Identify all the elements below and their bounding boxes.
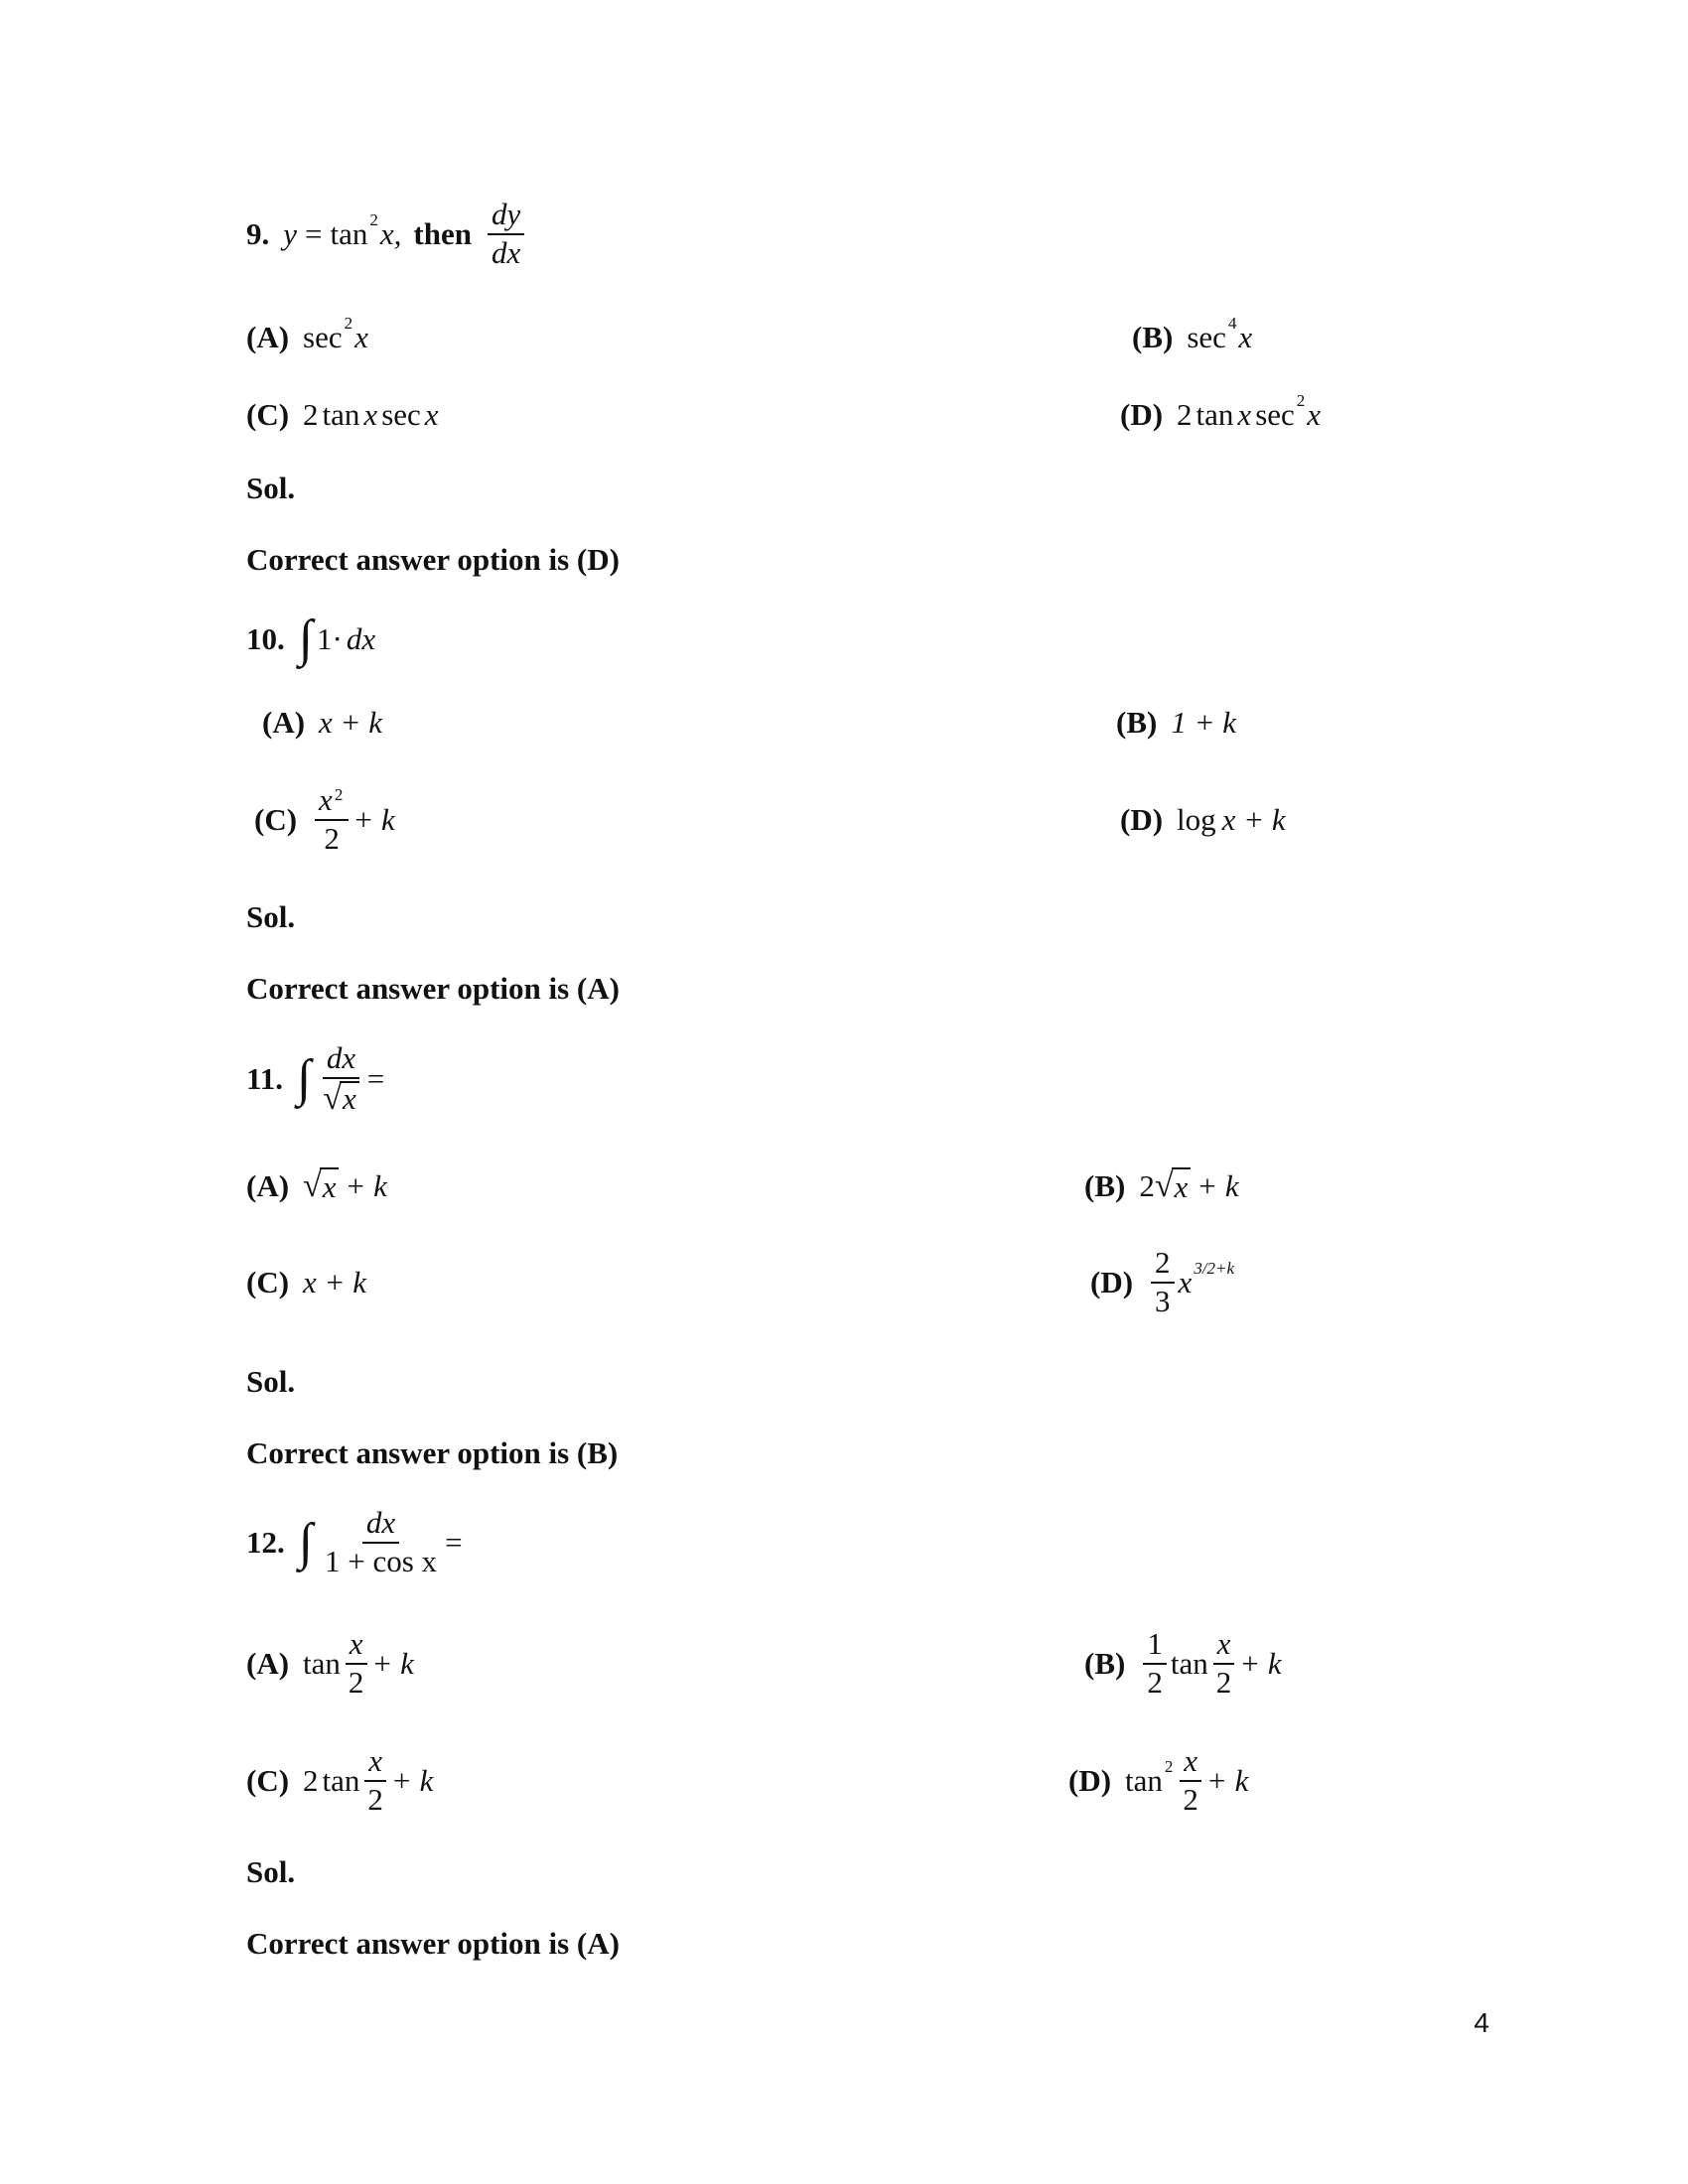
fraction-denominator: 2 <box>367 1781 383 1817</box>
fraction-denominator: 2 <box>1215 1664 1232 1700</box>
math-tail: + k <box>345 1168 387 1203</box>
fraction-denominator: 2 <box>324 820 340 856</box>
option-12b <box>1084 1628 1282 1699</box>
option-11a <box>246 1167 387 1205</box>
option-10b <box>1116 705 1236 741</box>
math-var: x <box>1178 1264 1193 1299</box>
math-exponent: 4 <box>1227 314 1237 333</box>
question-number: 9. <box>246 215 270 251</box>
option-label: (A) <box>262 705 306 740</box>
option-9b <box>1132 314 1253 355</box>
radical-sign: √ <box>303 1167 322 1204</box>
math-expr: x + k <box>303 1265 366 1299</box>
option-label: (A) <box>246 1645 290 1681</box>
math-exponent: 2 <box>334 785 344 804</box>
math-exponent: 2 <box>1296 391 1306 410</box>
math-exponent: 2 <box>344 314 353 333</box>
math-coef: 2 <box>303 397 319 432</box>
option-label: (D) <box>1120 397 1164 432</box>
fraction <box>315 784 349 855</box>
option-10a <box>262 705 382 741</box>
integral-sign: ∫ <box>298 1513 313 1570</box>
math-var: x <box>424 397 439 432</box>
option-9a <box>246 314 368 355</box>
fraction-numerator: x <box>364 1745 386 1782</box>
square-root <box>303 1167 339 1205</box>
option-label: (A) <box>246 320 290 354</box>
math-coef: 2 <box>1139 1168 1155 1203</box>
option-11b <box>1084 1167 1239 1205</box>
math-tail: + k <box>1205 1762 1249 1798</box>
fraction-numerator: dx <box>362 1507 399 1544</box>
option-10d <box>1120 802 1286 838</box>
fraction-denominator <box>319 1079 362 1117</box>
math-tail: + k <box>1239 1645 1282 1681</box>
fraction-numerator: x <box>346 1628 367 1665</box>
math-var: x <box>1237 397 1252 432</box>
option-10c <box>254 784 395 855</box>
option-12c <box>246 1745 433 1816</box>
math-fn: tan <box>1170 1645 1208 1681</box>
math-tail: + k <box>1196 1168 1239 1203</box>
question-12-stem <box>246 1507 463 1577</box>
solution-label: Sol. <box>246 899 296 934</box>
correct-answer: Correct answer option is (A) <box>246 971 620 1006</box>
math-body: 1· <box>317 621 343 656</box>
fraction <box>363 1745 387 1816</box>
question-10-stem <box>246 611 376 667</box>
math-equals: = <box>445 1524 463 1560</box>
page-number: 4 <box>1474 2007 1489 2038</box>
correct-answer: Correct answer option is (B) <box>246 1435 619 1470</box>
math-fn: tan <box>303 1645 341 1681</box>
square-root <box>323 1081 358 1117</box>
question-number: 11. <box>246 1061 284 1097</box>
option-label: (C) <box>246 1265 290 1299</box>
math-var: x <box>1238 320 1253 354</box>
math-var: x, <box>379 215 402 251</box>
then-word: then <box>413 215 472 251</box>
fraction-denominator: 3 <box>1155 1283 1171 1318</box>
math-tail: + k <box>371 1645 414 1681</box>
option-label: (D) <box>1120 802 1164 837</box>
option-label: (A) <box>246 1168 290 1203</box>
math-coef: 2 <box>303 1762 319 1798</box>
fraction-numerator <box>315 784 349 821</box>
option-11d <box>1090 1247 1236 1317</box>
correct-answer: Correct answer option is (D) <box>246 542 620 577</box>
coefficient-fraction <box>1143 1628 1167 1699</box>
fraction-numerator: dx <box>323 1042 359 1079</box>
option-label: (C) <box>246 397 290 432</box>
integrand-fraction <box>319 1042 362 1116</box>
math-fn: sec <box>303 320 343 354</box>
math-tail: + k <box>352 801 395 837</box>
option-label: (B) <box>1084 1168 1126 1203</box>
fraction <box>1179 1745 1202 1816</box>
math-tail: + k <box>390 1762 434 1798</box>
math-expr: x + k <box>1221 802 1286 837</box>
radical-sign: √ <box>1154 1167 1174 1204</box>
correct-answer: Correct answer option is (A) <box>246 1926 620 1961</box>
option-label: (C) <box>254 801 298 837</box>
math-fn: sec <box>381 397 421 432</box>
fraction-denominator: 2 <box>1183 1781 1198 1817</box>
fraction-denominator: 2 <box>348 1664 364 1700</box>
math-exponent: 2 <box>369 209 378 229</box>
integrand-fraction <box>321 1507 441 1577</box>
math-var: x <box>354 320 368 354</box>
math-var: x <box>319 782 333 817</box>
fraction <box>345 1628 368 1699</box>
math-expr: 1 + k <box>1171 705 1237 740</box>
solution-label: Sol. <box>246 1854 296 1889</box>
math-fn: tan <box>1196 397 1234 432</box>
math-coef: 2 <box>1177 397 1193 432</box>
square-root <box>1155 1167 1191 1205</box>
radical-sign: √ <box>323 1079 342 1117</box>
option-9c <box>246 397 439 433</box>
derivative-fraction <box>488 199 524 269</box>
fraction-denominator: 1 + cos x <box>325 1543 438 1578</box>
radicand: x <box>320 1167 340 1205</box>
option-12a <box>246 1628 414 1699</box>
fraction-numerator: 1 <box>1143 1628 1167 1665</box>
fraction-numerator: dy <box>488 199 524 235</box>
option-label: (D) <box>1068 1762 1112 1798</box>
option-label: (B) <box>1116 705 1158 740</box>
option-label: (B) <box>1084 1645 1126 1681</box>
option-label: (D) <box>1090 1264 1134 1299</box>
math-var: x <box>1307 397 1322 432</box>
option-label: (B) <box>1132 320 1174 354</box>
math-equals: = <box>366 1061 385 1097</box>
solution-label: Sol. <box>246 1364 296 1399</box>
math-var: y <box>283 215 298 251</box>
math-exponent: 3/2+k <box>1194 1258 1235 1278</box>
option-9d <box>1120 391 1322 433</box>
fraction-numerator: x <box>1213 1628 1235 1665</box>
integral-sign: ∫ <box>298 611 313 667</box>
math-expr: x + k <box>319 705 382 740</box>
math-fn: tan <box>330 215 368 251</box>
fraction-numerator: x <box>1180 1745 1201 1782</box>
integral-sign: ∫ <box>297 1050 312 1108</box>
fraction-numerator: 2 <box>1151 1247 1175 1284</box>
option-11c <box>246 1265 366 1300</box>
question-number: 10. <box>246 621 285 656</box>
fraction-denominator: dx <box>491 234 521 270</box>
radicand: x <box>1172 1167 1192 1205</box>
math-fn: log <box>1177 802 1216 837</box>
question-9-stem <box>246 199 528 269</box>
math-fn: sec <box>1255 397 1295 432</box>
solution-label: Sol. <box>246 471 296 505</box>
math-equals: = <box>305 215 323 251</box>
radicand: x <box>340 1081 359 1116</box>
math-var: x <box>363 397 378 432</box>
option-12d <box>1068 1745 1248 1816</box>
math-fn: tan <box>322 1762 360 1798</box>
math-fn: tan <box>1125 1762 1163 1798</box>
fraction-denominator: 2 <box>1147 1664 1163 1700</box>
option-label: (C) <box>246 1762 290 1798</box>
math-differential: dx <box>346 621 376 656</box>
math-exponent: 2 <box>1164 1756 1174 1776</box>
question-number: 12. <box>246 1524 285 1560</box>
question-11-stem <box>246 1042 384 1116</box>
math-fn: sec <box>1187 320 1226 354</box>
fraction <box>1212 1628 1236 1699</box>
math-fn: tan <box>322 397 360 432</box>
fraction <box>1151 1247 1175 1317</box>
